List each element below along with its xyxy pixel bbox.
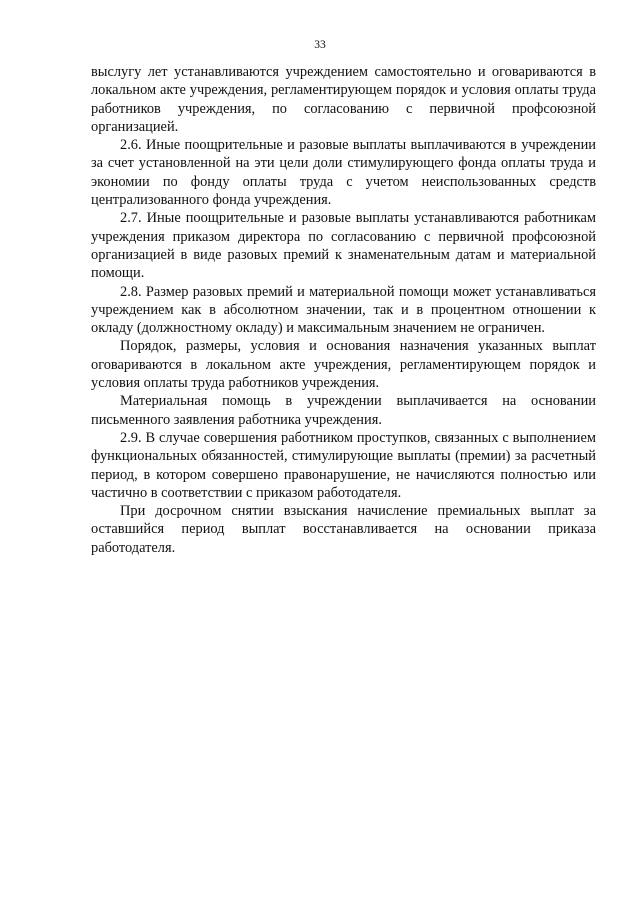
paragraph-2-6: 2.6. Иные поощрительные и разовые выплаты выплачиваются в учреждении за счет установленной на эти цели доли стимулирующего фонда оплаты труда и экономии по фонду оплаты труда с учетом неиспользованных средств централизованного фонда учреждения. xyxy=(91,137,596,209)
paragraph-payment-conditions: Порядок, размеры, условия и основания назначения указанных выплат оговариваются в локальном акте учреждения, регламентирующем порядок и условия оплаты труда работников учреждения. xyxy=(91,338,596,392)
paragraph-material-aid: Материальная помощь в учреждении выплачивается на основании письменного заявления работника учреждения. xyxy=(91,393,596,428)
paragraph-early-removal: При досрочном снятии взыскания начисление премиальных выплат за оставшийся период выплат восстанавливается на основании приказа работодателя. xyxy=(91,503,596,556)
document-body xyxy=(91,63,596,557)
page-number: 33 xyxy=(314,39,326,51)
paragraph-2-7: 2.7. Иные поощрительные и разовые выплаты устанавливаются работникам учреждения приказом директора по согласованию с первичной профсоюзной организацией в виде разовых премий к знаменательным датам и материальной помощи. xyxy=(91,210,596,282)
paragraph-2-9: 2.9. В случае совершения работником проступков, связанных с выполнением функциональных обязанностей, стимулирующие выплаты (премии) за расчетный период, в котором совершено правонарушение, не начисляются полностью или частично в соответствии с приказом работодателя. xyxy=(91,429,596,501)
paragraph-continuation: выслугу лет устанавливаются учреждением самостоятельно и оговариваются в локальном акте учреждения, регламентирующем порядок и условия оплаты труда работников учреждения, по согласованию с первичной профсоюзной организацией. xyxy=(91,64,596,135)
paragraph-2-8: 2.8. Размер разовых премий и материальной помощи может устанавливаться учреждением как в абсолютном значении, так и в процентном отношении к окладу (должностному окладу) и максимальным значением не ограничен. xyxy=(91,283,596,337)
